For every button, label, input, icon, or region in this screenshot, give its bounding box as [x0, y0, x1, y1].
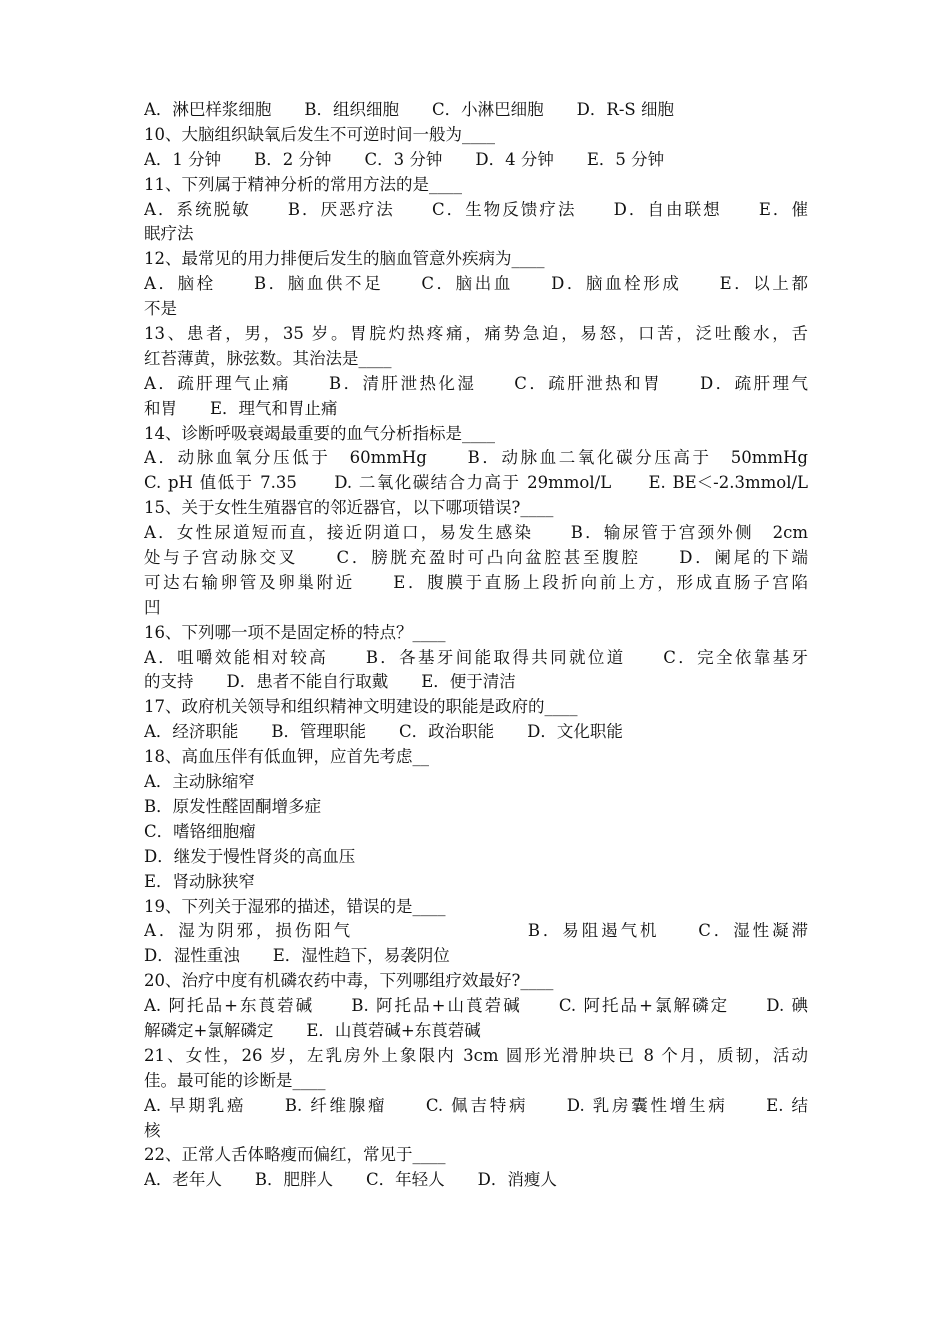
option-line: C. pH 值低于 7.35 D. 二氧化碳结合力高于 29mmol/L E. BE＜-2.3mmol/L [144, 473, 808, 493]
question-15: 15、关于女性生殖器官的邻近器官，以下哪项错误?____ [144, 498, 554, 518]
question-13-cont: 红苔薄黄，脉弦数。其治法是____ [144, 348, 392, 368]
option-line: A．女性尿道短而直，接近阴道口，易发生感染 B．输尿管于宫颈外侧 2cm [144, 523, 808, 543]
question-10: 10、大脑组织缺氧后发生不可逆时间一般为____ [144, 124, 495, 144]
option-line: 可达右输卵管及卵巢附近 E．腹膜于直肠上段折向前上方，形成直肠子宫陷 [144, 572, 808, 592]
question-14: 14、诊断呼吸衰竭最重要的血气分析指标是____ [144, 423, 495, 443]
question-16: 16、下列哪一项不是固定桥的特点？____ [144, 622, 446, 642]
option-c: C．嗜铬细胞瘤 [144, 821, 256, 841]
document-page [144, 98, 808, 1193]
option-line: A．经济职能 B．管理职能 C．政治职能 D．文化职能 [144, 722, 623, 742]
question-19: 19、下列关于湿邪的描述，错误的是____ [144, 896, 446, 916]
option-line: 和胃 E．理气和胃止痛 [144, 398, 338, 418]
option-line: A．1 分钟 B．2 分钟 C．3 分钟 D．4 分钟 E．5 分钟 [144, 149, 665, 169]
option-line: A．淋巴样浆细胞 B．组织细胞 C．小淋巴细胞 D．R-S 细胞 [144, 100, 674, 119]
option-line: A．湿为阴邪，损伤阳气 B．易阻遏气机 C．湿性凝滞 [144, 921, 808, 941]
question-22: 22、正常人舌体略瘦而偏红，常见于____ [144, 1145, 446, 1165]
option-e: E．肾动脉狭窄 [144, 871, 256, 891]
option-line: A．咀嚼效能相对较高 B．各基牙间能取得共同就位道 C．完全依靠基牙 [144, 647, 808, 667]
question-18: 18、高血压伴有低血钾，应首先考虑__ [144, 747, 429, 767]
option-b: B．原发性醛固酮增多症 [144, 796, 322, 816]
option-line: A．老年人 B．肥胖人 C．年轻人 D．消瘦人 [144, 1170, 557, 1190]
option-d: D．继发于慢性肾炎的高血压 [144, 846, 356, 866]
option-line: 的支持 D．患者不能自行取戴 E．便于清洁 [144, 672, 516, 692]
question-11: 11、下列属于精神分析的常用方法的是____ [144, 174, 462, 194]
option-line: A．疏肝理气止痛 B．清肝泄热化湿 C．疏肝泄热和胃 D．疏肝理气 [144, 373, 808, 393]
option-line: A．动脉血氧分压低于 60mmHg B．动脉血二氧化碳分压高于 50mmHg [144, 448, 808, 468]
question-21-cont: 佳。最可能的诊断是____ [144, 1070, 326, 1090]
question-17: 17、政府机关领导和组织精神文明建设的职能是政府的____ [144, 697, 578, 717]
option-line: 凹 [144, 597, 161, 617]
option-line: 解磷定+氯解磷定 E．山莨菪碱+东莨菪碱 [144, 1020, 481, 1040]
question-21: 21、女性，26 岁，左乳房外上象限内 3cm 圆形光滑肿块已 8 个月，质韧，活动 [144, 1045, 808, 1065]
option-line: A. 阿托品+东莨菪碱 B. 阿托品+山莨菪碱 C. 阿托品+氯解磷定 D. 碘 [144, 996, 808, 1016]
option-a: A．主动脉缩窄 [144, 772, 255, 792]
option-line: A．脑栓 B．脑血供不足 C．脑出血 D．脑血栓形成 E．以上都 [144, 274, 808, 294]
option-line: A. 早期乳癌 B. 纤维腺瘤 C. 佩吉特病 D. 乳房囊性增生病 E. 结 [144, 1095, 808, 1115]
option-line: 核 [144, 1120, 161, 1140]
option-line: 处与子宫动脉交叉 C．膀胱充盈时可凸向盆腔甚至腹腔 D．阑尾的下端 [144, 548, 808, 568]
question-12: 12、最常见的用力排便后发生的脑血管意外疾病为____ [144, 249, 545, 269]
option-line: D．湿性重浊 E．湿性趋下，易袭阴位 [144, 946, 450, 966]
option-line: 不是 [144, 299, 177, 319]
option-line: 眠疗法 [144, 224, 194, 244]
option-line: A．系统脱敏 B．厌恶疗法 C．生物反馈疗法 D．自由联想 E．催 [144, 199, 808, 219]
question-13: 13、患者，男，35 岁。胃脘灼热疼痛，痛势急迫，易怒，口苦，泛吐酸水，舌 [144, 324, 808, 344]
question-20: 20、治疗中度有机磷农药中毒，下列哪组疗效最好?____ [144, 971, 554, 991]
